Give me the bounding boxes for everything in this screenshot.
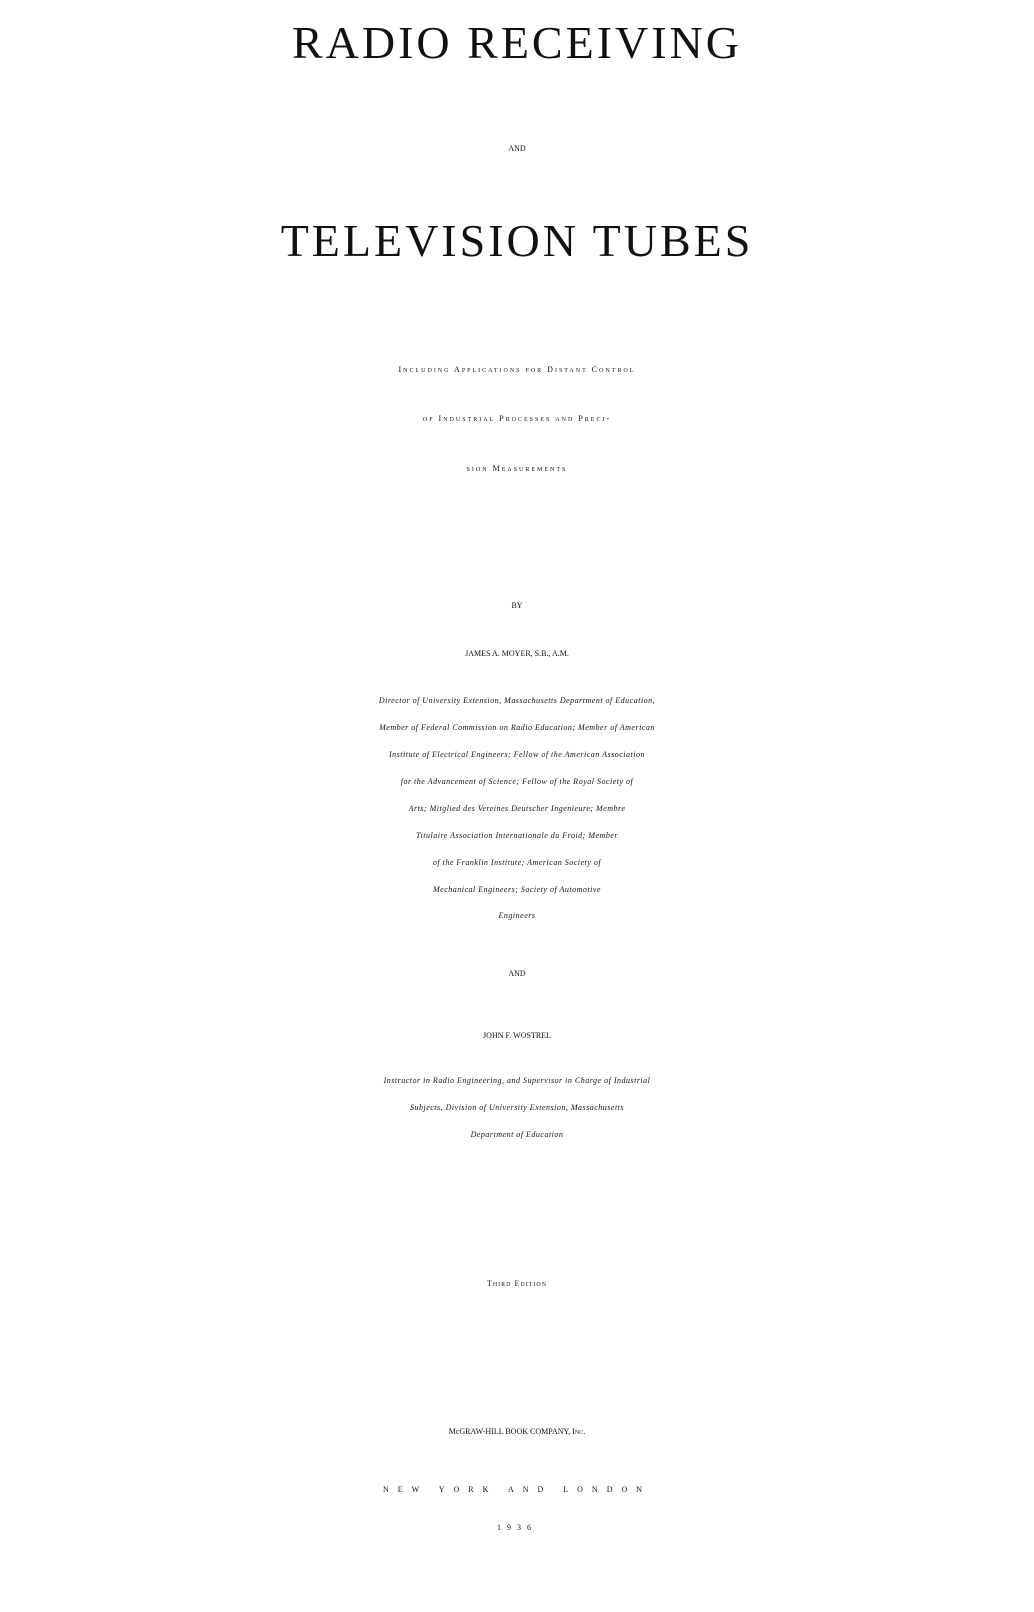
publisher-name: McGRAW-HILL BOOK COMPANY, (448, 1427, 571, 1436)
author-1-credential-line: Arts; Mitglied des Vereines Deutscher Ingenieure; Membre (408, 804, 626, 813)
author-2-name: JOHN F. WOSTREL (483, 1031, 551, 1040)
edition-label: Third Edition (486, 1279, 548, 1288)
author-1-credential-line: Institute of Electrical Engineers; Fellow of the American Association (389, 750, 645, 759)
author-1-credential-line: Director of University Extension, Massachusetts Department of Education, (378, 696, 656, 705)
title-line-3: TELEVISION TUBES (280, 215, 754, 266)
author-2-credential-line: Instructor in Radio Engineering, and Supervisor in Charge of Industrial (383, 1076, 651, 1085)
by-label: BY (511, 601, 523, 610)
author-1-credential-line: Engineers (498, 911, 536, 920)
author-1-credential-line: of the Franklin Institute; American Society of (432, 858, 602, 867)
title-line-1: RADIO RECEIVING (291, 17, 742, 68)
and-label: AND (508, 969, 526, 978)
subtitle-line-1: Including Applications for Distant Control (398, 365, 636, 374)
publisher-name-line (0, 1428, 1034, 1436)
author-1-name: JAMES A. MOYER, S.B., A.M. (465, 649, 569, 658)
author-1-credential-line: Titulaire Association Internationale du Froid; Member (416, 831, 618, 840)
author-1-credential-line: Member of Federal Commission on Radio Education; Member of American (379, 723, 655, 732)
author-1-credential-line: for the Advancement of Science; Fellow of the Royal Society of (400, 777, 634, 786)
subtitle-line-3: sion Measurements (466, 464, 568, 473)
author-1-credential-line: Mechanical Engineers; Society of Automotive (433, 885, 601, 894)
author-2-credential-line: Department of Education (470, 1130, 564, 1139)
subtitle-line-2: of Industrial Processes and Preci- (422, 414, 612, 423)
publisher-suffix: Inc. (572, 1427, 586, 1436)
publication-year: 1936 (497, 1523, 537, 1532)
author-2-credential-line: Subjects, Division of University Extension, Massachusetts (409, 1103, 625, 1112)
publisher-cities: NEW YORK AND LONDON (382, 1485, 652, 1494)
title-line-2: AND (508, 144, 526, 153)
